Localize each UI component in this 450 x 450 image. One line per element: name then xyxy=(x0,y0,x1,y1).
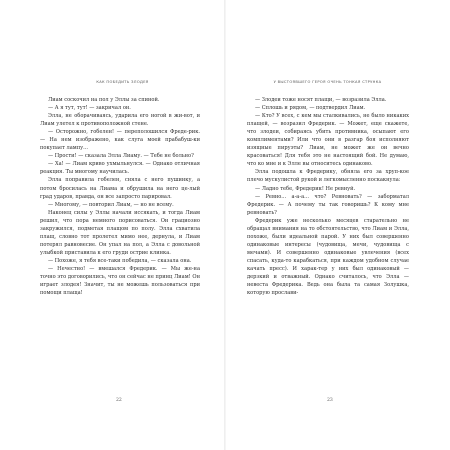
paragraph: — Злодеи тоже носят плащи, — возразила Элла. xyxy=(255,97,387,103)
left-running-head: КАК ПОБЕДИТЬ ЗЛОДЕЯ xyxy=(96,80,149,84)
right-body-text xyxy=(247,96,409,297)
paragraph: — Прости! — сказала Элла Лиаму. — Тебе не больно? xyxy=(48,153,194,160)
paragraph: Фредерик уже несколько месяцев старательно не обращал внимания на то обстоятельство, что Лиам и Элла, похоже, были идеальной парой. У них был совершенно одинаковые интересы (чудовища, мечи, чудовища с мечами). И совершенно одинаковые увлечения (всех спасать, куда-то карабкаться, при каждом удобном случае качать пресс). И харак-тер у них был одинаковый — дерзкий и отважный. Однако считалось, что Элла — невеста Фредерика. Ведь она была та самая Золушка, которую прослави- xyxy=(247,217,409,297)
paragraph: — Многому, — повторил Лиам, — но не всему. xyxy=(48,201,174,208)
paragraph: Лиам соскочил на пол у Эллы за спиной. xyxy=(48,97,160,103)
right-page xyxy=(225,0,450,450)
paragraph: — Ха! — Лиам криво ухмыльнулся. — Однако отличная реакция. Ты многому научилась. xyxy=(40,161,200,176)
paragraph: — Ладно тебе, Фредерик! Не ревнуй. xyxy=(255,185,356,192)
paragraph: — Ревно... а-а-а... что? Ревновать? — заборматал Фредерик. — А почему ты так говоришь? К кому мне ревновать? xyxy=(247,193,409,216)
paragraph: — Сплошь и рядом, — подтвердил Лиам. xyxy=(255,105,366,112)
left-body-text xyxy=(40,96,200,297)
right-page-number: 23 xyxy=(327,398,333,403)
left-page-number: 22 xyxy=(116,398,122,403)
paragraph: — Похоже, я тебя все-таки победила, — сказала она. xyxy=(48,257,192,264)
paragraph: — Нечестно! — вмешался Фредерик. — Мы же-на точно это договорились, что он сейчас не принц Лиам! Он играет злодея! Значит, ты не можешь пользоваться при помощи плаща! xyxy=(40,265,200,297)
paragraph: Элла подошла к Фредерику, обняла его за хруп-кое плечо мускулистой рукой и легкомысленно поскакнула: xyxy=(247,169,409,184)
paragraph: Элла, не оборачиваясь, ударила его ногой в жи-вот, и Лиам улетел к противоположной стене. xyxy=(40,113,200,128)
paragraph: Наконец силы у Эллы начали иссякать, и тогда Лиам решил, что пора немного порисоваться. Он грациозно закружился, подметая плащом по полу. Элла схватила плащ, словно тот пролетел мимо нее, дернула, и Лиам потерял равновесие. Он упал на пол, а Элла с довольной улыбкой приставила к его груди острие клинка. xyxy=(40,209,200,256)
paragraph: Элла поправила гобелен, сняла с него пушинку, а потом бросилась на Лиама и обрушила на него це-лый град ударов, правда, он все запросто парировал. xyxy=(40,177,200,200)
paragraph: — Кто? У всех, с кем мы сталкивались, не было никаких плащей, — возразил Фредерик. — Может, еще скажете, что злодеи, собираясь убить противника, осыпают его комплиментами? Или что они в разгар боя исполняют изящные пируэты? Лиам, не может же он вечно красоваться! Для тебя это не настоящий бой. Не думаю, что ко мне и к Элле вы относитесь одинаково. xyxy=(247,113,409,168)
paragraph: — Осторожно, гобелен! — переполошился Фреде-рик. — На нем изображено, как слуга моей прабабуш-ки покупает лампу... xyxy=(40,129,200,152)
paragraph: — А я тут, тут! — закричал он. xyxy=(48,105,131,112)
right-running-head: У ВЫСТОЯВШЕГО ГЕРОЯ ОЧЕНЬ ТОНКАЯ СТРУНКА xyxy=(273,80,382,84)
